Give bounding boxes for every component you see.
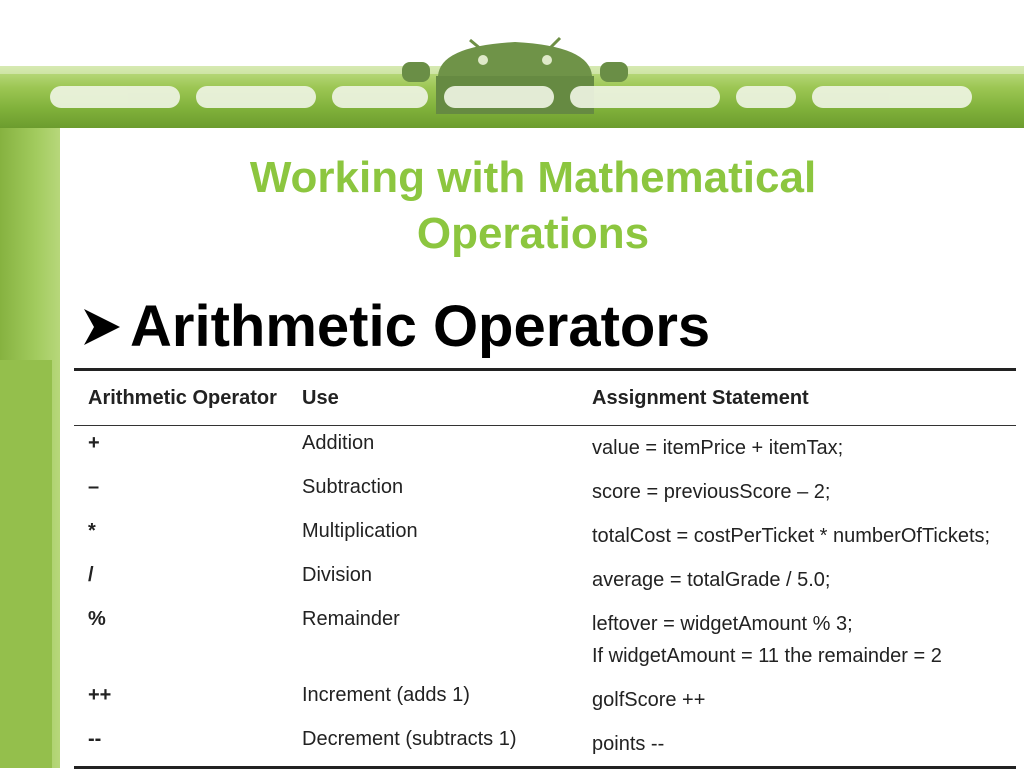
table-header-row <box>74 370 1016 426</box>
android-logo <box>0 0 1024 128</box>
statement-line: points -- <box>592 733 665 755</box>
statement-line: value = itemPrice + itemTax; <box>592 437 844 459</box>
statement-line: average = totalGrade / 5.0; <box>592 569 831 591</box>
statement-cell <box>578 558 1016 602</box>
use-cell: Subtraction <box>302 476 404 498</box>
statement-line: golfScore ++ <box>592 689 706 711</box>
operator-cell: ++ <box>88 684 112 706</box>
table-row <box>74 470 1016 514</box>
statement-cell <box>578 514 1016 558</box>
statement-cell <box>578 602 1016 678</box>
header-operator: Arithmetic Operator <box>88 386 277 409</box>
use-cell: Multiplication <box>302 520 418 542</box>
slide-title: Working with Mathematical Operations <box>249 153 817 258</box>
table-row <box>74 722 1016 768</box>
android-wordmark <box>50 86 972 108</box>
statement-line: leftover = widgetAmount % 3; <box>592 613 853 635</box>
use-cell: Division <box>302 564 373 586</box>
operator-cell: -- <box>88 728 102 750</box>
use-cell: Increment (adds 1) <box>302 684 470 706</box>
statement-line: If widgetAmount = 11 the remainder = 2 <box>592 645 942 667</box>
use-cell: Remainder <box>302 608 400 630</box>
use-cell: Addition <box>302 432 375 454</box>
operators-table <box>74 368 1016 769</box>
statement-line: totalCost = costPerTicket * numberOfTickets; <box>592 525 991 547</box>
statement-line: score = previousScore – 2; <box>592 481 831 503</box>
operator-cell: % <box>88 608 106 630</box>
header-statement: Assignment Statement <box>592 386 809 409</box>
left-accent-patch <box>0 360 52 768</box>
bullet-text: Arithmetic Operators <box>130 294 711 359</box>
table-row <box>74 678 1016 722</box>
table-row <box>74 514 1016 558</box>
operator-cell: – <box>88 476 100 498</box>
table-row <box>74 602 1016 678</box>
arrow-bullet-icon <box>80 305 124 349</box>
operator-cell: + <box>88 432 100 454</box>
table-row <box>74 426 1016 471</box>
table-row <box>74 558 1016 602</box>
header-use: Use <box>302 386 339 409</box>
operator-cell: / <box>88 564 94 586</box>
use-cell: Decrement (subtracts 1) <box>302 728 517 750</box>
operator-cell: * <box>88 520 96 542</box>
statement-cell <box>578 678 1016 722</box>
statement-cell <box>578 426 1016 471</box>
statement-cell <box>578 722 1016 768</box>
statement-cell <box>578 470 1016 514</box>
bullet-heading <box>80 292 710 362</box>
